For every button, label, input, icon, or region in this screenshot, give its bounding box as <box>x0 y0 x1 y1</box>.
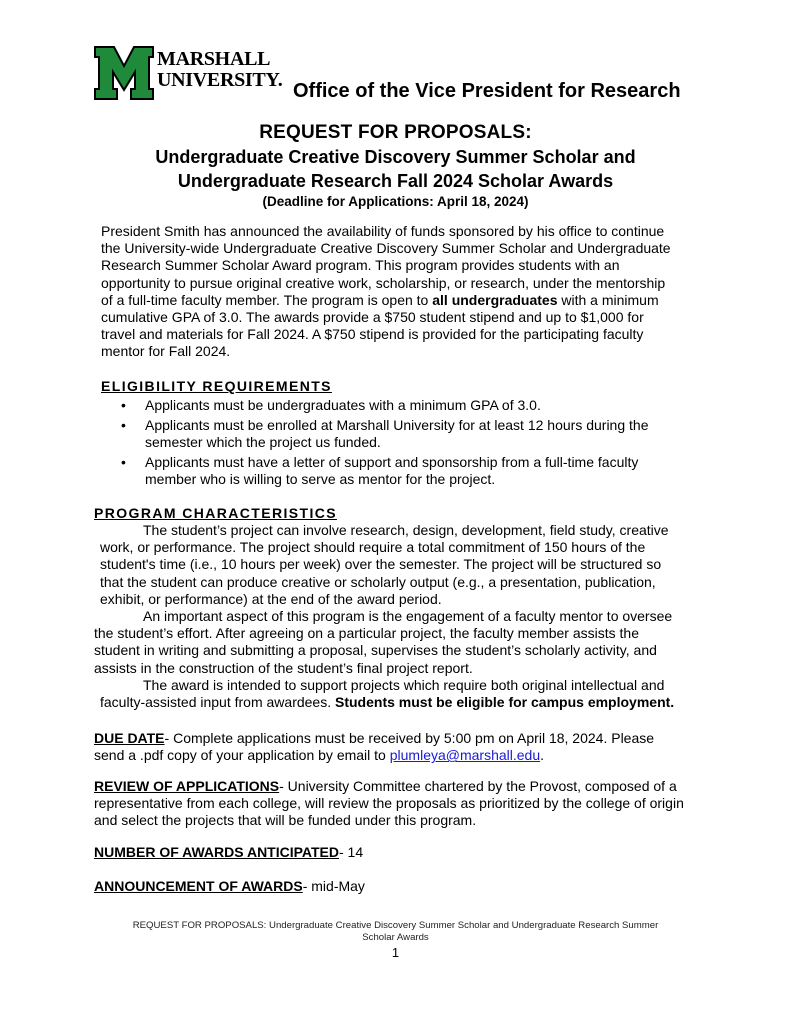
program-body <box>94 522 674 711</box>
logo-line-1: MARSHALL <box>157 48 271 70</box>
program-bold-end: Students must be eligible for campus employment. <box>335 694 675 711</box>
eligibility-heading: ELIGIBILITY REQUIREMENTS <box>101 378 332 394</box>
intro-paragraph <box>101 223 671 361</box>
due-date-end: . <box>540 747 545 764</box>
page-footer <box>0 920 791 944</box>
review-line <box>94 778 684 795</box>
review-text: - University Committee chartered by the Provost, composed of a <box>279 778 677 794</box>
review-line: representative from each college, will review the proposals as prioritized by the college of origin <box>94 795 684 812</box>
review-section <box>94 778 684 830</box>
footer-line-2: Scholar Awards <box>362 932 429 943</box>
logo-wordmark <box>157 49 282 91</box>
program-line: An important aspect of this program is the engagement of a faculty mentor to oversee <box>143 608 673 625</box>
rfp-title: REQUEST FOR PROPOSALS: <box>259 122 532 143</box>
review-line: and select the projects that will be funded under this program. <box>94 812 477 829</box>
program-line: The student’s project can involve research, design, development, field study, creative <box>143 522 669 538</box>
intro-line: Research Summer Scholar Award program. This program provides students with an <box>101 257 620 274</box>
list-item-line: semester which the project us funded. <box>145 434 381 450</box>
program-heading: PROGRAM CHARACTERISTICS <box>94 505 337 521</box>
rfp-deadline: (Deadline for Applications: April 18, 2024) <box>262 194 529 209</box>
intro-line-end: with a minimum <box>557 291 659 308</box>
intro-line: President Smith has announced the availability of funds sponsored by his office to continue <box>101 223 665 239</box>
program-line: exhibit, or performance) at the end of the award period. <box>100 590 442 607</box>
due-date-text: - Complete applications must be received by 5:00 pm on April 18, 2024. Please <box>164 730 655 746</box>
intro-line: travel and materials for Fall 2024. A $750 stipend is provided for the participating faculty <box>101 326 644 343</box>
program-line <box>94 694 674 711</box>
intro-line: the University-wide Undergraduate Creative Discovery Summer Scholar and Undergraduate <box>101 240 671 257</box>
page-number: 1 <box>391 945 400 960</box>
due-date-line <box>94 747 654 764</box>
intro-bold: all undergraduates <box>432 291 558 308</box>
announcement-label: ANNOUNCEMENT OF AWARDS <box>94 878 303 894</box>
footer-line-1: REQUEST FOR PROPOSALS: Undergraduate Creative Discovery Summer Scholar and Undergraduate Research Summer <box>132 920 659 931</box>
due-date-line <box>94 730 654 747</box>
list-item <box>120 417 648 451</box>
awards-section <box>94 844 363 861</box>
announcement-value: - mid-May <box>302 878 365 894</box>
list-item-line: member who is willing to serve as mentor for the project. <box>145 471 496 487</box>
rfp-subtitle-line-1: Undergraduate Creative Discovery Summer Scholar and <box>155 147 636 167</box>
email-link[interactable]: plumleya@marshall.edu <box>389 747 541 764</box>
rfp-subtitle-line-2: Undergraduate Research Fall 2024 Scholar Awards <box>177 171 614 191</box>
program-line: that the student can produce creative or scholarly output (e.g., a presentation, publication, <box>100 573 656 590</box>
list-item-line: • Applicants must be undergraduates with a minimum GPA of 3.0. <box>145 397 541 413</box>
list-item-line: • Applicants must have a letter of support and sponsorship from a full-time faculty <box>145 453 639 470</box>
program-line-start: faculty-assisted input from awardees. <box>100 694 335 711</box>
list-item <box>120 454 648 488</box>
logo-line-2: UNIVERSITY. <box>157 69 283 91</box>
program-line: the student’s effort. After agreeing on a particular project, the faculty member assists the <box>94 625 639 642</box>
announcement-section <box>94 878 365 895</box>
intro-line <box>101 292 671 309</box>
eligibility-list <box>120 397 648 491</box>
awards-value: - 14 <box>339 844 364 860</box>
list-item <box>120 397 648 414</box>
rfp-title-block <box>0 122 791 210</box>
due-date-text-2: send a .pdf copy of your application by email to <box>94 747 390 764</box>
awards-label: NUMBER OF AWARDS ANTICIPATED <box>94 844 339 860</box>
program-line: work, or performance. The project should require a total commitment of 150 hours of the <box>100 539 646 556</box>
intro-line: opportunity to pursue original creative work, scholarship, or research, under the mentorship <box>101 274 666 291</box>
due-date-label: DUE DATE <box>94 730 165 746</box>
program-line: student in writing and submitting a proposal, supervises the student’s scholarly activity, and <box>94 642 657 659</box>
office-title: Office of the Vice President for Research <box>293 80 681 102</box>
intro-line: cumulative GPA of 3.0. The awards provide a $750 student stipend and up to $1,000 for <box>101 309 644 326</box>
intro-line-start: of a full-time faculty member. The program is open to <box>101 291 433 308</box>
due-date-section <box>94 730 654 764</box>
program-line: The award is intended to support projects which require both original intellectual and <box>143 676 665 693</box>
review-label: REVIEW OF APPLICATIONS <box>94 778 280 794</box>
program-line: student's time (i.e., 10 hours per week) over the semester. The project will be structured so <box>100 556 662 573</box>
program-line: assists in the construction of the student’s final project report. <box>94 659 473 676</box>
list-item-line: • Applicants must be enrolled at Marshall University for at least 12 hours during the <box>145 416 649 433</box>
marshall-logo <box>94 46 284 100</box>
marshall-m-icon <box>94 46 154 100</box>
intro-line: mentor for Fall 2024. <box>101 343 231 360</box>
